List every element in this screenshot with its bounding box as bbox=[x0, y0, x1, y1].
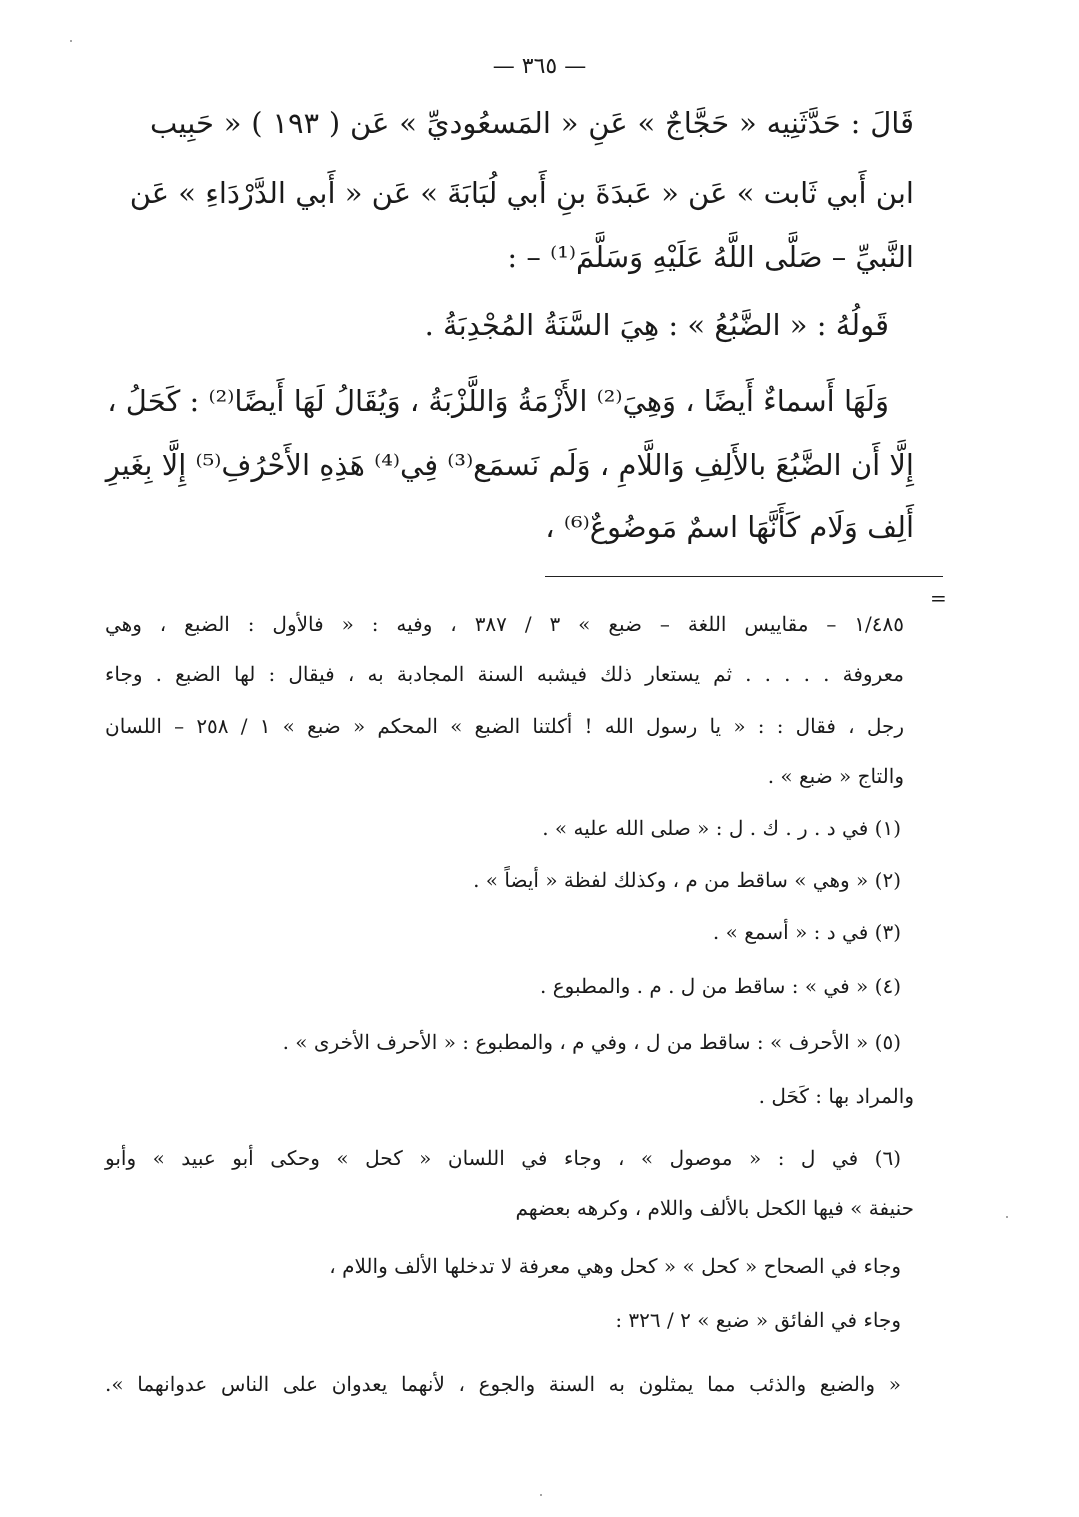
footnote-continuation-line-2: معروفة . . . . . ثم يستعار ذلك فيشبه السنة المجادبة به ، فيقال : لها الضبع . وجاء bbox=[105, 662, 904, 686]
footnote-number: (٤) bbox=[874, 974, 901, 998]
footnote-number: (١) bbox=[874, 816, 901, 840]
main-text-line-7: أَلِف وَلَام كَأَنَّهَا اسمٌ مَوضُوعٌ⁽⁶⁾ ، bbox=[545, 510, 914, 544]
footnote-text: في ل : « موصول » ، وجاء في اللسان « كحل » وحكى أبو عبيد » وأبو bbox=[105, 1146, 859, 1170]
main-text-line-5: وَلَهَا أَسماءٌ أَيضًا ، وَهِيَ⁽²⁾ الأَزْمَةُ وَاللَّزْبَةُ ، وَيُقَالُ لَهَا أَيضًا⁽²⁾ : كَحَلُ ، bbox=[107, 384, 889, 418]
footnote-continuation-mark: = bbox=[930, 586, 947, 610]
footnote-6-continuation: حنيفة » فيها الكحل بالألف واللام ، وكرهه بعضهم bbox=[515, 1196, 914, 1220]
footnote-text: في د : « أسمع » . bbox=[712, 920, 869, 944]
footnote-5-continuation: والمراد بها : كَحَل . bbox=[758, 1084, 914, 1108]
footnote-6-sihah: وجاء في الصحاح « كحل » « كحل وهي معرفة لا تدخلها الألف واللام ، bbox=[329, 1254, 901, 1278]
page-number: — ٣٦٥ — bbox=[492, 54, 587, 79]
footnote-number: (٥) bbox=[874, 1030, 901, 1054]
footnote-text: في د . ر . ك . ل : « صلى الله عليه » . bbox=[542, 816, 869, 840]
main-text-line-3: النَّبيِّ – صَلَّى اللَّهُ عَلَيْهِ وَسَلَّمَ⁽¹⁾ – : bbox=[507, 240, 914, 274]
footnote-divider bbox=[545, 576, 943, 577]
footnote-6-quote: « والضبع والذئب مما يمثلون به السنة والجوع ، لأنهما يعدوان على الناس عدوانهما ». bbox=[105, 1372, 901, 1396]
scan-speck bbox=[540, 1494, 542, 1496]
scan-speck bbox=[1006, 1216, 1008, 1218]
footnote-number: (٦) bbox=[874, 1146, 901, 1170]
footnote-text: « الأحرف » : ساقط من ل ، وفي م ، والمطبوع : « الأحرف الأخرى » . bbox=[282, 1030, 869, 1054]
footnote-6-faiq: وجاء في الفائق « ضبع » ٢ / ٣٢٦ : bbox=[615, 1308, 901, 1332]
footnote-text: « وهي » ساقط من م ، وكذلك لفظة « أيضاً » . bbox=[473, 868, 869, 892]
footnote-3 bbox=[150, 914, 901, 950]
main-text-line-1: قَالَ : حَدَّثَنِيه « حَجَّاجٌ » عَنِ « المَسعُوديِّ » عَن ( ١٩٣ ) « حَبِيب bbox=[150, 106, 914, 140]
footnote-continuation-line-1: ١/٤٨٥ – مقاييس اللغة – ضبع » ٣ / ٣٨٧ ، وفيه : « فالأول : الضبع ، وهي bbox=[105, 612, 904, 636]
main-text-line-4: قَولُهُ : « الضَّبُعُ » : هِيَ السَّنَةُ المُجْدِبَةُ . bbox=[424, 308, 889, 342]
main-text-line-6: إِلَّا أَن الضَّبُعَ بالأَلِفِ وَاللَّامِ ، وَلَم نَسمَع⁽³⁾ فِي⁽⁴⁾ هَذِهِ الأَحْرُفِ⁽⁵⁾ إِلَّا بِغَيرِ bbox=[105, 448, 914, 482]
footnote-text: « في » : ساقط من ل . م . والمطبوع . bbox=[539, 974, 869, 998]
footnote-2 bbox=[150, 862, 901, 898]
footnote-6 bbox=[105, 1140, 901, 1176]
footnote-number: (٣) bbox=[874, 920, 901, 944]
footnote-4 bbox=[150, 968, 901, 1004]
footnote-1 bbox=[150, 810, 901, 846]
footnote-continuation-line-4: والتاج « ضبع » . bbox=[767, 764, 904, 788]
scan-speck bbox=[70, 40, 72, 42]
main-text-line-2: ابن أَبي ثَابت » عَن « عَبدَةَ بنِ أَبي لُبَابَةَ » عَن « أَبي الدَّرْدَاءِ » عَن bbox=[129, 176, 914, 210]
footnote-number: (٢) bbox=[874, 868, 901, 892]
footnote-5 bbox=[100, 1024, 901, 1060]
footnote-continuation-line-3: رجل ، فقال : : « يا رسول الله ! أكلتنا الضبع » المحكم « ضبع » ١ / ٢٥٨ – اللسان bbox=[105, 714, 904, 738]
